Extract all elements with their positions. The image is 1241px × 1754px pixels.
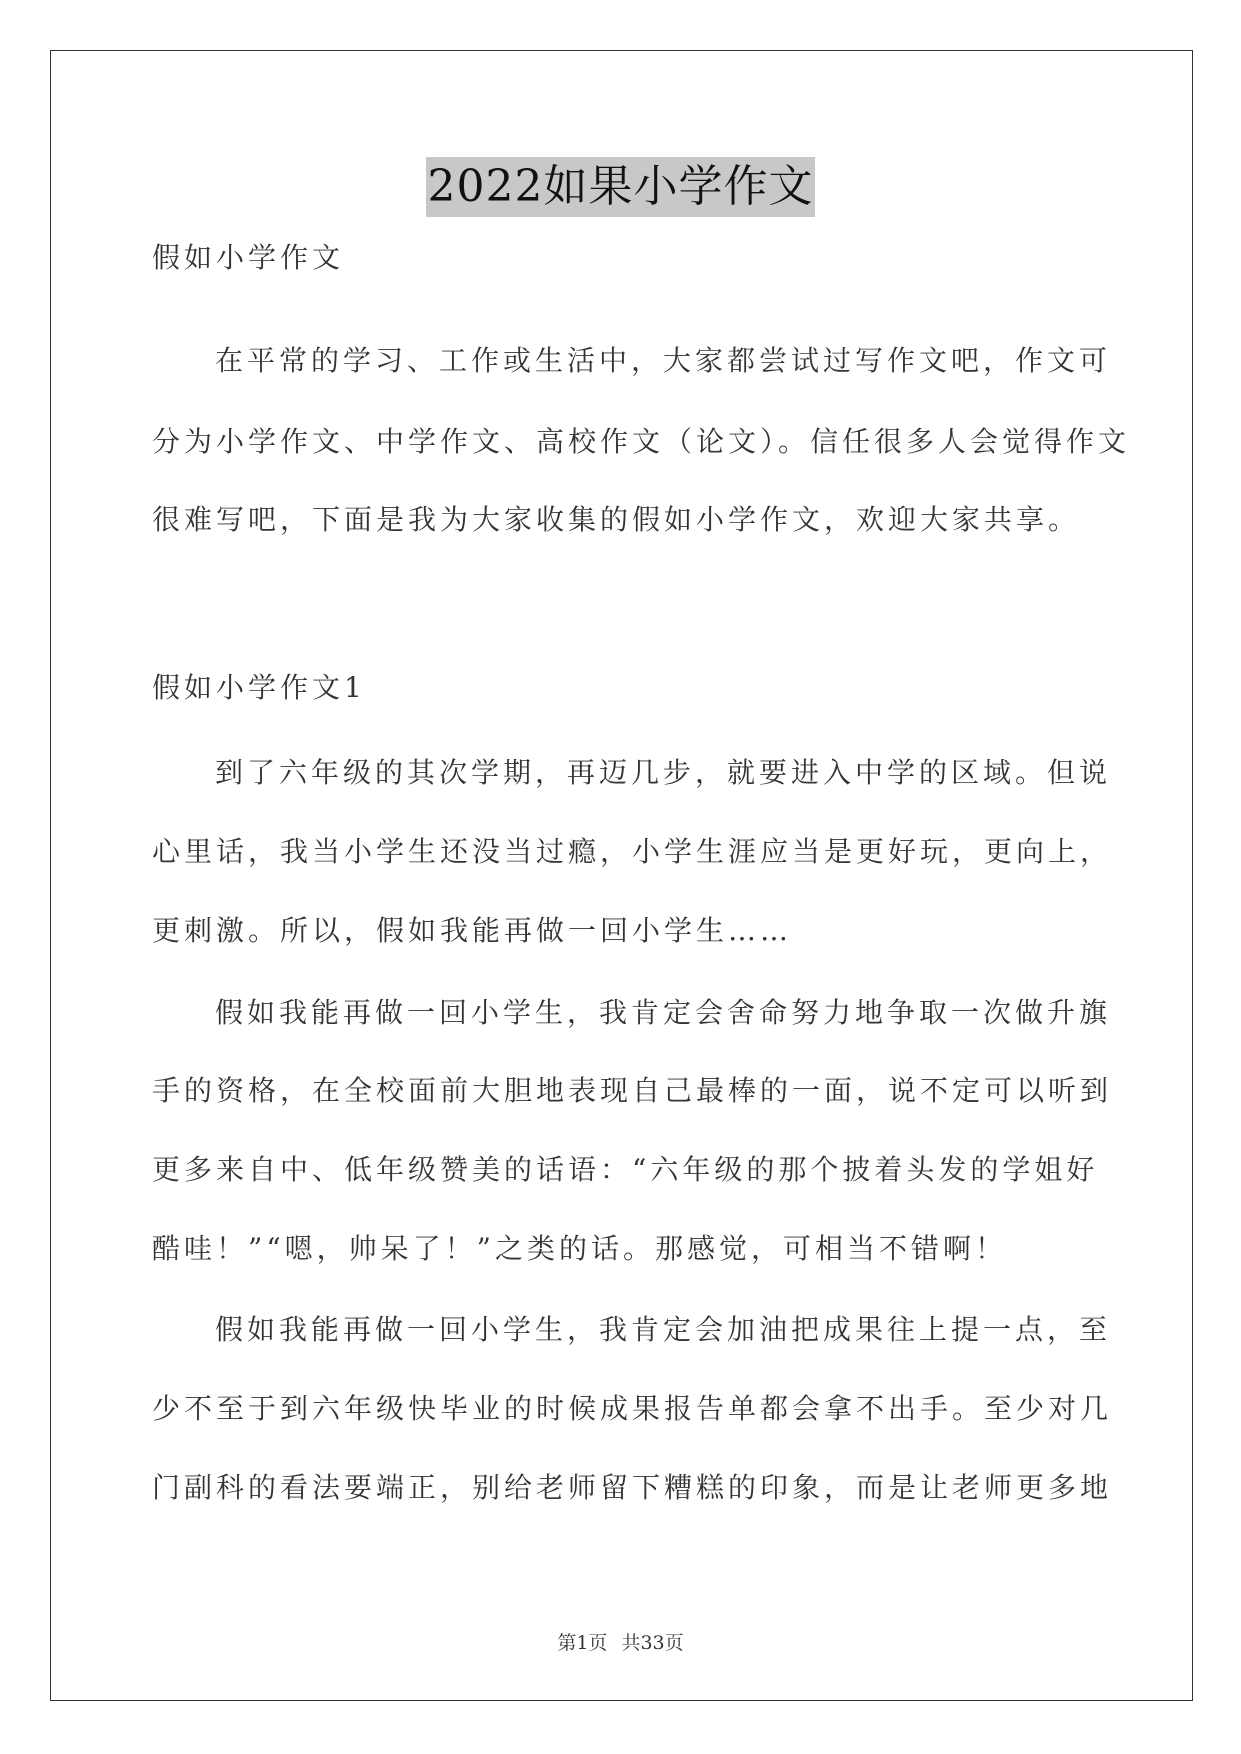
text-line: 假如我能再做一回小学生，我肯定会舍命努力地争取一次做升旗 xyxy=(215,996,1112,1029)
text-line: 假如小学作文 xyxy=(152,241,345,274)
text-line: 到了六年级的其次学期，再迈几步，就要进入中学的区域。但说 xyxy=(215,756,1112,789)
page-footer xyxy=(0,1628,1241,1655)
text-line: 假如我能再做一回小学生，我肯定会加油把成果往上提一点，至 xyxy=(215,1313,1112,1346)
page-total: 共33页 xyxy=(621,1632,684,1654)
text-line: 更多来自中、低年级赞美的话语：“六年级的那个披着头发的学姐好 xyxy=(152,1153,1099,1186)
text-line: 更刺激。所以，假如我能再做一回小学生…… xyxy=(152,914,793,947)
title-container xyxy=(0,157,1241,217)
text-line: 门副科的看法要端正，别给老师留下糟糕的印象，而是让老师更多地 xyxy=(152,1471,1113,1504)
text-line: 假如小学作文1 xyxy=(152,671,366,704)
page-border xyxy=(50,50,1193,1701)
text-line: 手的资格，在全校面前大胆地表现自己最棒的一面，说不定可以听到 xyxy=(152,1074,1113,1107)
text-line: 很难写吧，下面是我为大家收集的假如小学作文，欢迎大家共享。 xyxy=(152,503,1081,536)
text-line: 分为小学作文、中学作文、高校作文（论文）。信任很多人会觉得作文 xyxy=(152,425,1131,458)
document-title: 2022如果小学作文 xyxy=(426,157,816,217)
page-number: 第1页 xyxy=(557,1632,608,1654)
text-line: 心里话，我当小学生还没当过瘾，小学生涯应当是更好玩，更向上， xyxy=(152,835,1113,868)
text-line: 少不至于到六年级快毕业的时候成果报告单都会拿不出手。至少对几 xyxy=(152,1392,1113,1425)
text-line: 酷哇！”“嗯，帅呆了！”之类的话。那感觉，可相当不错啊！ xyxy=(152,1232,1007,1265)
text-line: 在平常的学习、工作或生活中，大家都尝试过写作文吧，作文可 xyxy=(215,344,1112,377)
